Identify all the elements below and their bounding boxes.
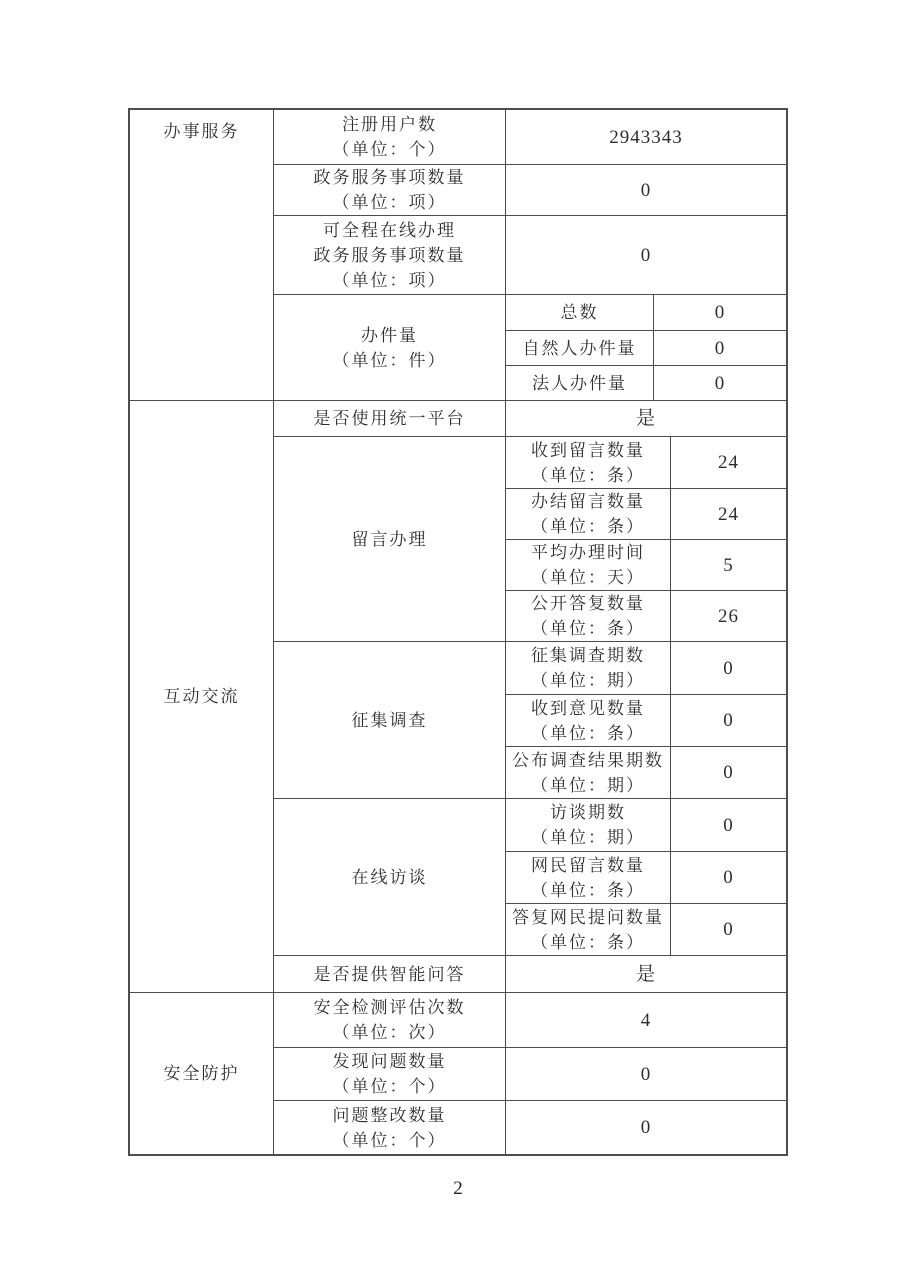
metric-label-cell: 征集调查 [274,642,506,798]
submetric-label-cell [506,904,671,955]
submetric-value-cell: 5 [723,554,734,576]
metric-value-cell: 是 [635,408,656,429]
submetric-value-cell: 0 [723,710,734,731]
metric-group-surveys [274,641,786,798]
metric-unit: （单位：个） [332,1130,447,1150]
submetric-label-cell [506,437,671,488]
submetric-label-cell [506,852,671,903]
table-row [274,1100,786,1154]
metric-value-cell: 4 [640,1009,652,1031]
table-row [274,401,786,436]
submetric-label: 收到意见数量 [531,698,645,718]
metric-label-cell [274,165,506,215]
table-row [506,437,786,488]
submetric-unit: （单位：期） [531,671,645,690]
submetric-value-cell: 0 [714,372,726,394]
submetric-label-cell: 自然人办件量 [506,331,654,365]
metric-label-cell: 是否使用统一平台 [274,401,506,436]
submetric-value-cell: 24 [718,503,739,525]
section-label-text: 互动交流 [163,687,240,706]
table-row [506,295,786,330]
submetric-label-cell: 法人办件量 [506,366,654,400]
metric-label: 注册用户数 [342,115,437,134]
page-number: 2 [453,1178,463,1199]
submetric-unit: （单位：条） [531,880,645,900]
submetric-unit: （单位：条） [531,619,645,638]
section-label-text: 办事服务 [163,122,240,141]
table-row [506,642,786,694]
submetric-label-cell [506,489,671,539]
section-service-handling [130,110,786,400]
metric-label-cell [274,295,506,400]
metric-label: 可全程在线办理 [323,220,456,240]
submetric-unit: （单位：期） [531,775,645,795]
metric-unit: （单位：件） [332,350,447,370]
metric-label-cell [274,1048,506,1100]
metric-label-cell: 是否提供智能问答 [274,956,506,992]
submetric-unit: （单位：天） [531,568,645,587]
metric-value-cell: 是 [635,963,656,985]
submetric-label-cell [506,591,671,641]
metric-label: 发现问题数量 [332,1052,447,1071]
submetric-label: 公开答复数量 [531,594,645,613]
metric-group-caseload [274,294,786,400]
table-row [506,851,786,903]
submetric-value-cell: 0 [723,814,734,836]
metric-label: 问题整改数量 [332,1105,447,1125]
submetric-value-cell: 0 [714,337,726,359]
metric-value-cell: 0 [640,179,652,201]
submetric-label: 办结留言数量 [531,492,645,511]
submetric-label: 公布调查结果期数 [512,750,664,770]
table-row [274,215,786,294]
metric-label-cell [274,216,506,294]
metric-label: 政务服务事项数量 [313,245,466,265]
metric-value-cell: 2943343 [609,126,683,148]
metric-unit: （单位：项） [332,270,447,290]
submetric-unit: （单位：条） [531,723,645,743]
metric-unit: （单位：个） [332,140,447,159]
table-row [506,799,786,851]
table-row [506,903,786,955]
metric-label-cell [274,1101,506,1154]
table-row [274,164,786,215]
table-row [274,993,786,1047]
table-row [506,365,786,400]
submetric-value-cell: 0 [714,302,726,323]
section-interaction [130,400,786,992]
metric-group-messages [274,436,786,641]
metric-label-cell: 在线访谈 [274,799,506,955]
metric-label-cell [274,993,506,1047]
submetric-label-cell: 总数 [506,295,654,330]
submetric-label: 访谈期数 [550,803,626,822]
submetric-value-cell: 0 [723,762,734,783]
metric-value-cell: 0 [640,1063,652,1085]
submetric-label-cell [506,799,671,851]
table-row [506,488,786,539]
table-row [506,539,786,590]
section-label-security [130,993,274,1154]
metric-unit: （单位：个） [332,1077,447,1096]
submetric-value-cell: 24 [718,452,739,473]
annual-report-table [128,108,788,1156]
metric-label: 安全检测评估次数 [313,998,466,1017]
table-row [506,694,786,746]
submetric-value-cell: 0 [723,867,734,888]
submetric-unit: （单位：条） [531,517,645,536]
metric-label-cell: 留言办理 [274,437,506,641]
submetric-value-cell: 0 [723,919,734,940]
submetric-value-cell: 26 [718,605,739,627]
table-row [274,955,786,992]
submetric-unit: （单位：条） [531,932,645,952]
submetric-unit: （单位：条） [531,465,645,485]
table-row [274,1047,786,1100]
submetric-label-cell [506,695,671,746]
table-row [506,746,786,798]
metric-unit: （单位：项） [332,193,447,212]
submetric-label: 平均办理时间 [531,543,645,562]
metric-value-cell: 0 [640,1117,652,1138]
metric-group-interviews [274,798,786,955]
submetric-label: 答复网民提问数量 [512,907,664,927]
submetric-label-cell [506,747,671,798]
table-row [506,330,786,365]
section-label-interaction [130,401,274,992]
submetric-label: 征集调查期数 [531,646,645,665]
submetric-label: 网民留言数量 [531,855,645,875]
metric-label-cell [274,110,506,164]
section-security [130,992,786,1154]
metric-unit: （单位：次） [332,1023,447,1042]
submetric-label: 收到留言数量 [531,440,645,460]
section-label-text: 安全防护 [163,1064,240,1083]
submetric-label-cell [506,540,671,590]
submetric-value-cell: 0 [723,657,734,679]
metric-label: 办件量 [361,325,418,345]
submetric-label-cell [506,642,671,694]
table-row [506,590,786,641]
metric-value-cell: 0 [640,244,652,266]
table-row [274,110,786,164]
submetric-unit: （单位：期） [531,828,645,847]
metric-label: 政务服务事项数量 [313,168,466,187]
section-label-service-handling [130,110,274,400]
